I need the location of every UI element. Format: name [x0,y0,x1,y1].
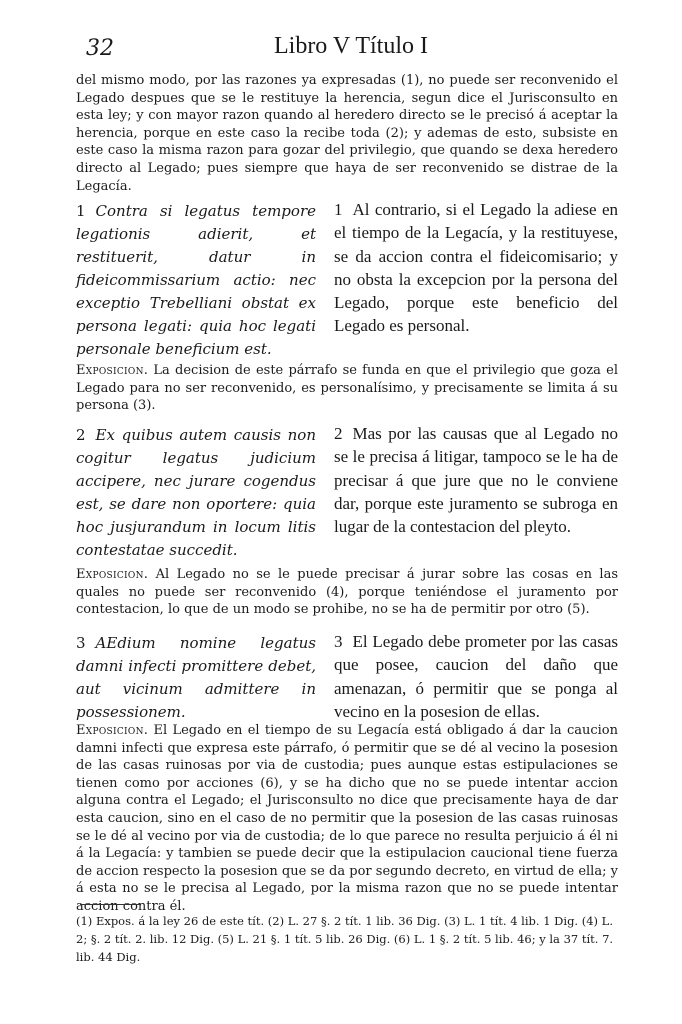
exposicion-3 [76,722,618,916]
section-number: 2 [334,424,343,443]
spanish-text-2 [334,422,618,538]
exposicion-2 [76,566,618,619]
latin-paragraph: Ex quibus autem causis non cogitur legatus judicium accipere, nec jurare cogendus est, se dare non oportere: quia hoc jusjurandum in locum litis contestatae succedit. [76,426,316,559]
section-number: 3 [76,634,86,652]
section-number: 3 [334,632,343,651]
exposicion-label: Exposicion. [76,567,149,582]
exposicion-label: Exposicion. [76,363,149,378]
exposicion-1 [76,362,618,415]
latin-text-1 [76,200,316,361]
exposicion-text: El Legado en el tiempo de su Legacía está obligado á dar la caucion damni infecti que expresa este párrafo, ó permitir que se dé al vecino la posesion de las casas ruinosas por via de custodia; pues aunque estas estipulaciones se tienen como por acciones (6), y se ha dicho que no se puede intentar accion alguna contra el Legado; el Jurisconsulto no dice que precisamente haya de dar esta caucion, sino en el caso de no permitir que la posesion de las casas ruinosas se le dé al vecino por via de custodia; de lo que parece no resulta perjuicio á él ni á la Legacía: y tambien se puede decir que la estipulacion caucional tiene fuerza de accion respecto la posesion que se da por segundo decreto, en virtud de ella; y á esta no se le precisa al Legado, por la misma razon que no se puede intentar accion contra él. [76,723,618,914]
intro-paragraph: del mismo modo, por las razones ya expresadas (1), no puede ser reconvenido el Legado despues que se le restituye la herencia, segun dice el Jurisconsulto en esta ley; y con mayor razon quando al heredero directo se le precisó á aceptar la herencia, porque en este caso la recibe toda (2); y ademas de esto, subsiste en este caso la misma razon para gozar del privilegio, que quando se dexa heredero directo al Legado; pues siempre que haya de ser reconvenido se distrae de la Legacía. [76,73,618,194]
section-number: 1 [334,200,343,219]
spanish-paragraph: El Legado debe prometer por las casas que posee, caucion del daño que amenazan, ó permitir que se ponga al vecino en la posesion de ellas. [334,632,618,721]
spanish-paragraph: Mas por las causas que al Legado no se le precisa á litigar, tampoco se le ha de precisar á que jure que no le conviene dar, porque este juramento se subroga en lugar de la contestacion del pleyto. [334,424,618,537]
exposicion-label: Exposicion. [76,723,149,738]
latin-paragraph: Contra si legatus tempore legationis adierit, et restituerit, datur in fideicommissarium actio: nec exceptio Trebelliani obstat ex persona legati: quia hoc legati personale beneficium est. [76,202,316,358]
latin-text-3 [76,632,316,724]
page-number: 32 [86,36,114,61]
spanish-text-3 [334,630,618,723]
spanish-text-1 [334,198,618,338]
spanish-paragraph: Al contrario, si el Legado la adiese en el tiempo de la Legacía, y la restituyese, se da accion contra el fideicomisario; y no obsta la excepcion por la persona del Legado, porque este beneficio del Legado es personal. [334,200,618,336]
section-number: 1 [76,202,86,220]
page-title: Libro V Título I [273,33,428,59]
footnote-divider [80,904,140,905]
latin-paragraph: AEdium nomine legatus damni infecti promittere debet, aut vicinum admittere in possessionem. [76,634,316,721]
running-header [86,30,616,64]
latin-text-2 [76,424,316,562]
exposicion-text: La decision de este párrafo se funda en que el privilegio que goza el Legado para no ser reconvenido, es personalísimo, y precisamente se limita á su persona (3). [76,363,618,414]
footnotes: (1) Expos. á la ley 26 de este tít. (2) L. 27 §. 2 tít. 1 lib. 36 Dig. (3) L. 1 tít. 4 lib. 1 Dig. (4) L. 2; §. 2 tít. 2. lib. 12 Dig. (5) L. 21 §. 1 tít. 5 lib. 26 Dig. (6) L. 1 §. 2 tít. 5 lib. 46; y la 37 tít. 7. lib. 44 Dig. [76,914,614,964]
section-number: 2 [76,426,86,444]
exposicion-text: Al Legado no se le puede precisar á jurar sobre las cosas en las quales no puede ser reconvenido (4), porque teniéndose el juramento por contestacion, lo que de un modo se prohibe, no se ha de permitir por otro (5). [76,567,618,618]
